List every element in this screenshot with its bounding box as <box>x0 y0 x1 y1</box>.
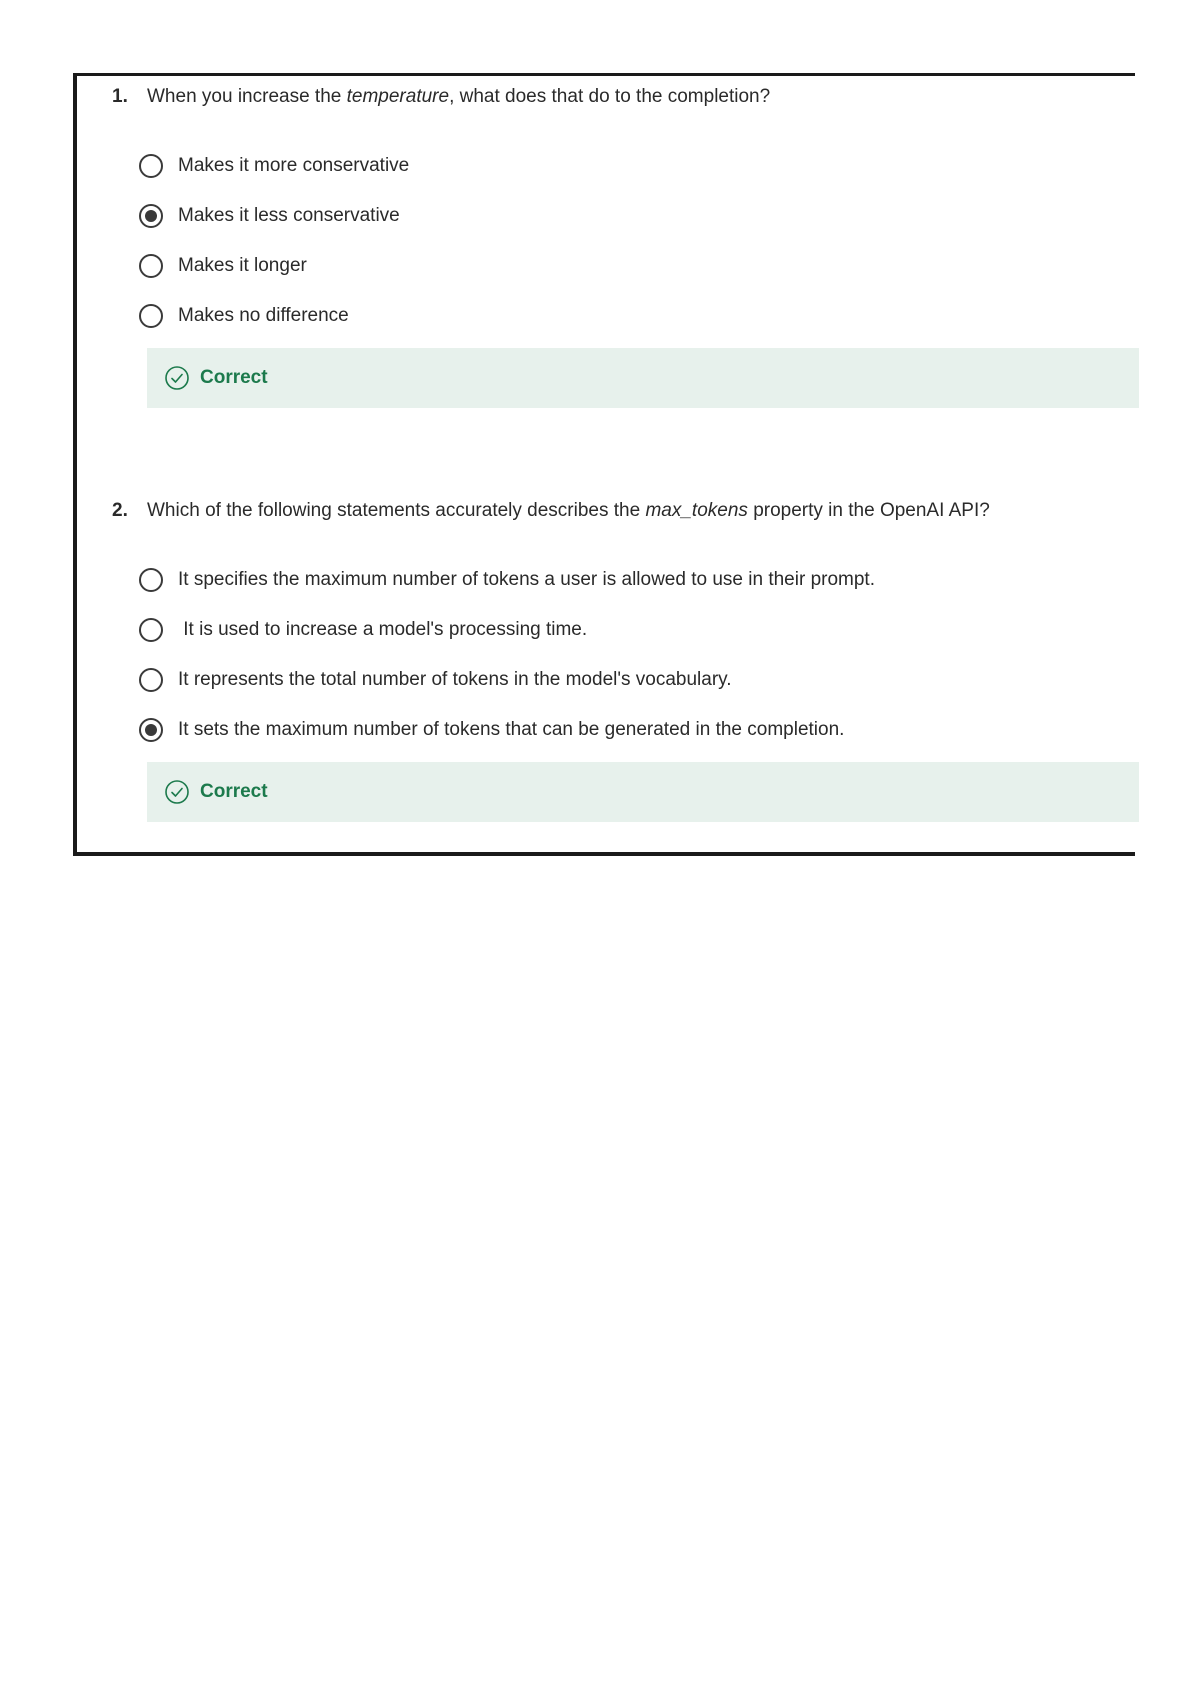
answer-option-label: It represents the total number of tokens in the model's vocabulary. <box>178 669 732 690</box>
answer-option-label: It specifies the maximum number of tokens a user is allowed to use in their prompt. <box>178 569 875 590</box>
answer-option-label: Makes it less conservative <box>178 205 400 226</box>
answer-option[interactable] <box>139 555 1139 605</box>
answer-option[interactable] <box>139 655 1139 705</box>
question-text: Which of the following statements accurately describes the max_tokens property in the OpenAI API? <box>147 500 990 521</box>
radio-button[interactable] <box>139 304 163 328</box>
check-circle-icon <box>164 365 190 391</box>
question-2 <box>77 500 1135 802</box>
question-1 <box>77 86 1135 388</box>
question-header <box>77 500 1135 530</box>
answer-option[interactable] <box>139 191 1139 241</box>
feedback-label: Correct <box>200 781 268 802</box>
radio-button[interactable] <box>139 154 163 178</box>
answer-option-label: It is used to increase a model's processing time. <box>178 619 588 640</box>
feedback-correct-banner <box>147 348 1139 408</box>
answer-option-label: Makes it more conservative <box>178 155 410 176</box>
radio-button[interactable] <box>139 618 163 642</box>
answer-options <box>139 555 1139 755</box>
quiz-results-panel <box>73 73 1135 856</box>
answer-option[interactable] <box>139 291 1139 341</box>
radio-button[interactable] <box>139 668 163 692</box>
radio-button-selected[interactable] <box>139 204 163 228</box>
answer-option[interactable] <box>139 141 1139 191</box>
question-header <box>77 86 1135 116</box>
question-emphasis: temperature <box>346 86 450 107</box>
answer-option[interactable] <box>139 705 1139 755</box>
question-number: 2. <box>112 500 128 521</box>
feedback-correct-banner <box>147 762 1139 822</box>
answer-option-label: Makes no difference <box>178 305 349 326</box>
answer-option-label: It sets the maximum number of tokens that can be generated in the completion. <box>178 719 845 740</box>
question-number: 1. <box>112 86 128 107</box>
check-circle-icon <box>164 779 190 805</box>
question-text: When you increase the temperature, what does that do to the completion? <box>147 86 771 107</box>
radio-button[interactable] <box>139 254 163 278</box>
feedback-label: Correct <box>200 367 268 388</box>
question-emphasis: max_tokens <box>645 500 748 521</box>
answer-option[interactable] <box>139 241 1139 291</box>
radio-button[interactable] <box>139 568 163 592</box>
radio-button-selected[interactable] <box>139 718 163 742</box>
answer-option[interactable] <box>139 605 1139 655</box>
answer-option-label: Makes it longer <box>178 255 307 276</box>
answer-options <box>139 141 1139 341</box>
